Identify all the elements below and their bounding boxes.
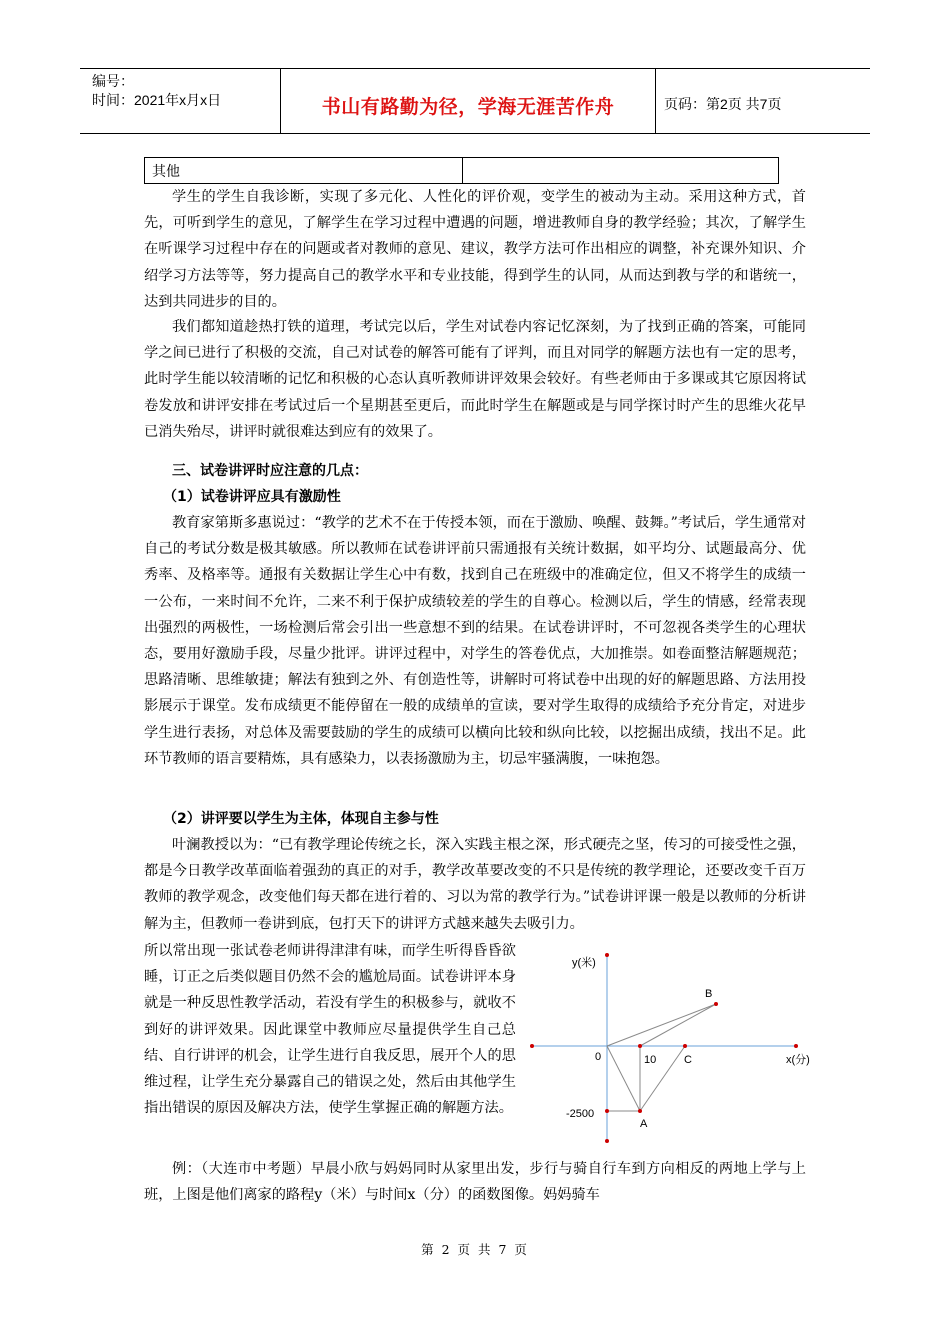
paragraph-student-participation: 所以常出现一张试卷老师讲得津津有味，而学生听得昏昏欲睡，订正之后类似题目仍然不会的尴尬局面。试卷讲评本身就是一种反思性教学活动，若没有学生的积极参与，就收不到好的讲评效果。因此课堂中教师应尽量提供学生自己总结、自行讲评的机会，让学生进行自我反思，展开个人的思维过程，让学生充分暴露自己的错误之处，然后由其他学生指出错误的原因及解决方法，使学生掌握正确的解题方法。 [144,943,516,1117]
table-cell-value [463,158,779,184]
header-divider-right [655,68,656,133]
x-tick-label: 10 [644,1054,657,1066]
header-bottom-rule [80,133,870,134]
y-axis-top-point [605,953,609,957]
tick-2500-point [605,1109,609,1113]
y-axis-bottom-point [605,1139,609,1143]
header-number: 编号： [92,73,134,89]
point-c [683,1044,687,1048]
point-a [638,1109,642,1113]
point-b-label: B [705,988,713,1000]
point-b [714,1002,718,1006]
subheading-student-centered: （2）讲评要以学生为主体，体现自主参与性 [163,811,439,827]
y-tick-label: -2500 [566,1108,595,1120]
paragraph-ye-lan-quote: 叶澜教授以为：“已有教学理论传统之长，深入实践主根之深，形式硬壳之坚，传习的可接受性之强，都是今日教学改革面临着强劲的真正的对手，教学改革要改变的不只是传统的教学理论，还要改变千百万教师的教学观念，改变他们每天都在进行着的、习以为常的教学行为。”试卷讲评课一般是以教师的分析讲解为主，但教师一卷讲到底，包打天下的讲评方式越来越失去吸引力。 [144,837,806,932]
page-footer: 第 2 页 共 7 页 [421,1242,529,1257]
line-tick-to-b [640,1004,716,1046]
evaluation-table [144,157,779,184]
header-page-number: 页码：第2页 共7页 [664,96,782,112]
x-axis-end-point [794,1044,798,1048]
header-top-rule [80,68,870,69]
origin-label: 0 [595,1051,602,1063]
subheading-incentive: （1）试卷讲评应具有激励性 [163,489,341,505]
header-meta [92,72,221,110]
tick-10-point [638,1044,642,1048]
x-axis-label: x(分) [786,1054,810,1066]
header-date: 时间：2021年x月x日 [92,92,222,108]
header-divider-left [280,68,281,133]
point-a-label: A [640,1118,648,1130]
paragraph-self-diagnosis: 学生的学生自我诊断，实现了多元化、人性化的评价观，变学生的被动为主动。采用这种方式，首先，可听到学生的意见，了解学生在学习过程中遭遇的问题，增进教师自身的教学经验；其次，了解学生在听课学习过程中存在的问题或者对教师的意见、建议，教学方法可作出相应的调整，补充课外知识、介绍学习方法等等，努力提高自己的教学水平和专业技能，得到学生的认同，从而达到教与学的和谐统一，达到共同进步的目的。 [144,189,806,310]
header-motto: 书山有路勤为径，学海无涯苦作舟 [321,96,615,118]
function-graph [520,945,820,1145]
line-origin-to-b [607,1004,716,1046]
paragraph-incentive: 教育家第斯多惠说过：“教学的艺术不在于传授本领，而在于激励、唤醒、鼓舞。”考试后，学生通常对自己的考试分数是极其敏感。所以教师在试卷讲评前只需通报有关统计数据，如平均分、试题最高分、优秀率、及格率等。通报有关数据让学生心中有数，找到自己在班级中的准确定位，但又不将学生的成绩一一公布，一来时间不允许，二来不利于保护成绩较差的学生的自尊心。检测以后，学生的情感，经常表现出强烈的两极性，一场检测后常会引出一些意想不到的结果。在试卷讲评时，不可忽视各类学生的心理状态，要用好激励手段，尽量少批评。讲评过程中，对学生的答卷优点，大加推崇。如卷面整洁解题规范；思路清晰、思维敏捷；解法有独到之外、有创造性等，讲解时可将试卷中出现的好的解题思路、方法用投影展示于课堂。发布成绩更不能停留在一般的成绩单的宣读，要对学生取得的成绩给予充分肯定，对进步学生进行表扬，对总体及需要鼓励的学生的成绩可以横向比较和纵向比较，以挖掘出成绩，找出不足。此环节教师的语言要精炼，具有感染力，以表扬激励为主，切忌牢骚满腹，一味抱怨。 [144,515,806,767]
table-row [145,158,779,184]
section-heading-3: 三、试卷讲评时应注意的几点： [172,463,368,479]
line-origin-to-a [607,1046,640,1111]
y-axis-label: y(米) [572,957,596,969]
paragraph-example: 例：（大连市中考题）早晨小欣与妈妈同时从家里出发，步行与骑自行车到方向相反的两地上学与上班，上图是他们离家的路程y（米）与时间x（分）的函数图像。妈妈骑车 [144,1161,806,1204]
table-cell-label: 其他 [145,158,463,184]
paragraph-timely-review: 我们都知道趁热打铁的道理，考试完以后，学生对试卷内容记忆深刻，为了找到正确的答案，可能同学之间已进行了积极的交流，自己对试卷的解答可能有了评判，而且对同学的解题方法也有一定的思考，此时学生能以较清晰的记忆和积极的心态认真听教师讲评效果会较好。有些老师由于多课或其它原因将试卷发放和讲评安排在考试过后一个星期甚至更后，而此时学生在解题或是与同学探讨时产生的思维火花早已消失殆尽，讲评时就很难达到应有的效果了。 [144,319,806,440]
x-axis-start-point [530,1044,534,1048]
point-c-label: C [684,1054,692,1066]
